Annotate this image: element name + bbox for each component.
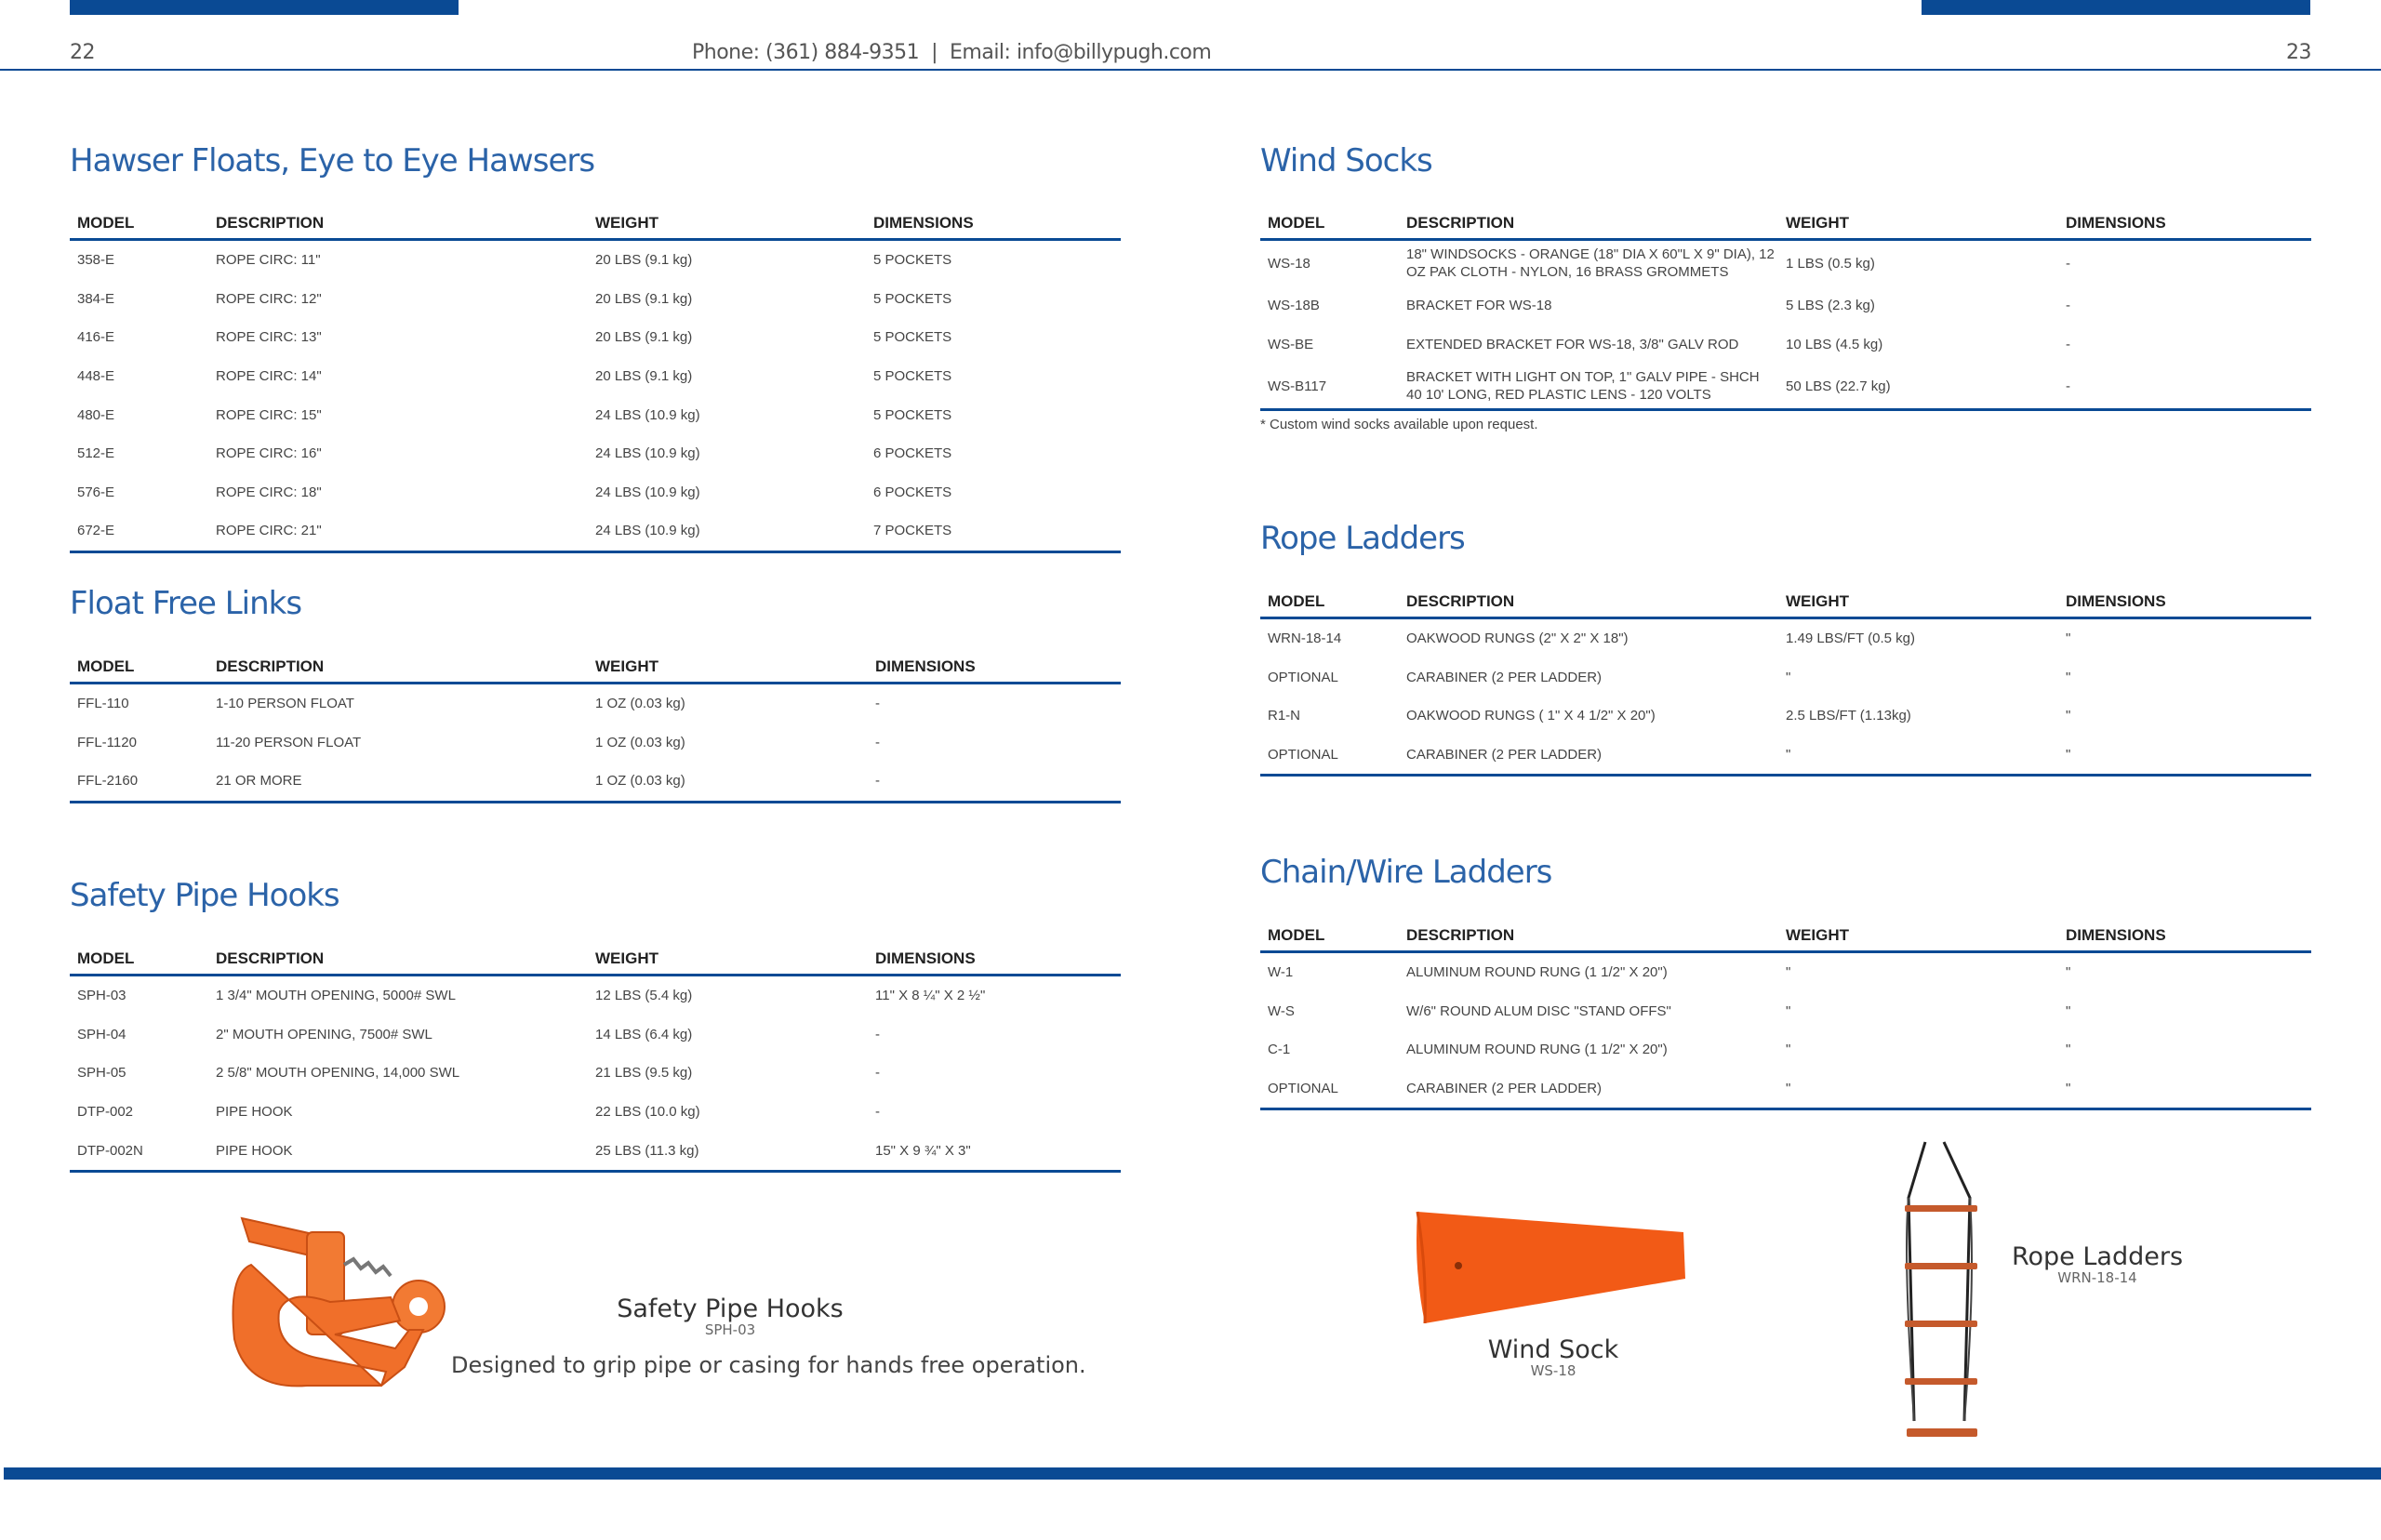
table-cell: " [2066,964,2071,981]
column-header: WEIGHT [1786,592,1849,610]
table-cell: FFL-110 [77,696,129,712]
table-cell: WS-18B [1268,297,1320,313]
wind-sock-caption [1451,1335,1656,1379]
table-cell: 24 LBS (10.9 kg) [595,445,700,462]
table-header [1260,924,2311,945]
table-row [70,473,1121,512]
column-header: DIMENSIONS [2066,926,2166,944]
table-cell: 5 POCKETS [873,329,952,346]
table-bottom-rule [1260,1108,2311,1110]
table-cell: 25 LBS (11.3 kg) [595,1142,699,1159]
table-cell: 1 LBS (0.5 kg) [1786,255,1875,272]
table-bottom-rule [1260,408,2311,411]
table-row [1260,1069,2311,1109]
table-bottom-rule [1260,774,2311,777]
column-header: DIMENSIONS [875,949,976,967]
table-cell: 1 3/4" MOUTH OPENING, 5000# SWL [216,988,456,1004]
table-row [70,318,1121,357]
table-cell: 5 POCKETS [873,406,952,423]
table-row [70,1054,1121,1093]
table-row [70,724,1121,763]
table-cell: ALUMINUM ROUND RUNG (1 1/2" X 20") [1406,964,1668,981]
table-cell: " [1786,747,1791,763]
table-cell: EXTENDED BRACKET FOR WS-18, 3/8" GALV ROD [1406,336,1739,352]
table-cell: R1-N [1268,708,1301,724]
rope-ladder-caption [1990,1242,2204,1286]
table-row [1260,953,2311,992]
table-cell: 11-20 PERSON FLOAT [216,734,362,750]
column-header: DIMENSIONS [2066,592,2166,610]
pipe-hook-caption [577,1294,884,1338]
table-cell: 21 LBS (9.5 kg) [595,1065,693,1082]
rope-ladders-table [1260,591,2311,777]
table-row [70,1093,1121,1132]
table-cell: 12 LBS (5.4 kg) [595,988,693,1004]
table-cell: SPH-04 [77,1026,126,1042]
table-cell: - [2066,378,2070,394]
table-cell: BRACKET FOR WS-18 [1406,297,1552,313]
table-cell: ROPE CIRC: 13" [216,329,322,346]
table-cell: " [2066,1002,2071,1019]
table-cell: " [1786,1081,1791,1097]
table-header [70,656,1121,676]
table-cell: SPH-03 [77,988,126,1004]
table-cell: - [875,1026,880,1042]
table-cell: WS-B117 [1268,378,1327,394]
table-row [1260,285,2311,325]
table-header [70,212,1121,232]
float-free-title: Float Free Links [70,585,302,622]
table-cell: " [1786,1042,1791,1058]
table-row [70,511,1121,551]
table-header [70,948,1121,968]
header-bar-right [1922,0,2310,15]
header-rule [0,69,2381,71]
table-cell: 358-E [77,252,115,269]
table-cell: 5 POCKETS [873,368,952,385]
table-row [1260,241,2311,285]
table-cell: 5 LBS (2.3 kg) [1786,297,1875,313]
table-cell: W/6" ROUND ALUM DISC "STAND OFFS" [1406,1002,1671,1019]
table-cell: ROPE CIRC: 16" [216,445,322,462]
table-cell: 576-E [77,484,115,500]
table-row [70,280,1121,319]
table-row [1260,992,2311,1031]
table-cell: 22 LBS (10.0 kg) [595,1104,700,1121]
column-header: DIMENSIONS [2066,214,2166,232]
table-cell: 15" X 9 ¾" X 3" [875,1142,971,1159]
pipe-hook-caption-model: SPH-03 [704,1321,756,1338]
table-cell: ROPE CIRC: 15" [216,406,322,423]
table-cell: 10 LBS (4.5 kg) [1786,336,1883,352]
column-header: WEIGHT [1786,214,1849,232]
table-cell: ROPE CIRC: 21" [216,523,322,539]
hawser-title: Hawser Floats, Eye to Eye Hawsers [70,142,595,179]
column-header: MODEL [1268,214,1325,232]
wind-sock-caption-model: WS-18 [1530,1362,1576,1379]
table-row [1260,619,2311,658]
table-cell: " [2066,708,2071,724]
table-row [70,1131,1121,1170]
column-header: WEIGHT [595,949,658,967]
table-cell: - [2066,255,2070,272]
table-cell: - [875,696,880,712]
table-cell: 2 5/8" MOUTH OPENING, 14,000 SWL [216,1065,460,1082]
pipe-hooks-table [70,948,1121,1173]
table-cell: 416-E [77,329,115,346]
table-cell: WS-18 [1268,255,1310,272]
table-cell: 11" X 8 ¼" X 2 ½" [875,988,986,1004]
table-cell: W-S [1268,1002,1295,1019]
table-cell: 5 POCKETS [873,252,952,269]
wind-sock-caption-title: Wind Sock [1487,1335,1619,1364]
table-cell: PIPE HOOK [216,1104,293,1121]
table-header [1260,591,2311,611]
column-header: DESCRIPTION [1406,926,1515,944]
table-cell: ROPE CIRC: 18" [216,484,322,500]
table-cell: SPH-05 [77,1065,126,1082]
table-cell: FFL-1120 [77,734,137,750]
table-cell: 1 OZ (0.03 kg) [595,734,685,750]
table-cell: 20 LBS (9.1 kg) [595,252,693,269]
column-header: MODEL [77,657,135,675]
table-cell: 24 LBS (10.9 kg) [595,484,700,500]
column-header: MODEL [77,949,135,967]
table-cell: 14 LBS (6.4 kg) [595,1026,693,1042]
table-cell: 480-E [77,406,115,423]
table-row [1260,364,2311,408]
table-cell: OAKWOOD RUNGS ( 1" X 4 1/2" X 20") [1406,708,1656,724]
column-header: WEIGHT [595,214,658,232]
table-row [70,434,1121,473]
table-row [1260,697,2311,736]
table-cell: ROPE CIRC: 11" [216,252,321,269]
table-row [70,1016,1121,1055]
table-cell: OPTIONAL [1268,747,1338,763]
table-cell: 1-10 PERSON FLOAT [216,696,354,712]
rope-ladders-title: Rope Ladders [1260,520,1465,557]
table-row [70,976,1121,1016]
table-row [70,762,1121,801]
table-cell: 20 LBS (9.1 kg) [595,329,693,346]
table-cell: - [875,734,880,750]
table-cell: " [2066,631,2071,647]
table-cell: 6 POCKETS [873,484,952,500]
column-header: DIMENSIONS [873,214,974,232]
table-row [70,241,1121,280]
table-cell: WS-BE [1268,336,1314,352]
table-cell: 18" WINDSOCKS - ORANGE (18" DIA X 60"L X 9" DIA), 12 OZ PAK CLOTH - NYLON, 16 BRASS GROMMETS [1406,246,1775,280]
column-header: WEIGHT [1786,926,1849,944]
table-cell: " [2066,669,2071,685]
table-cell: 7 POCKETS [873,523,952,539]
table-cell: OPTIONAL [1268,1081,1338,1097]
table-cell: - [2066,297,2070,313]
wind-sock-image [1414,1204,1693,1325]
column-header: DESCRIPTION [216,657,325,675]
table-cell: - [875,1104,880,1121]
column-header: MODEL [77,214,135,232]
table-cell: 20 LBS (9.1 kg) [595,290,693,307]
table-cell: " [1786,669,1791,685]
table-cell: ROPE CIRC: 12" [216,290,322,307]
table-row [1260,736,2311,775]
column-header: WEIGHT [595,657,658,675]
table-header [1260,212,2311,232]
table-cell: 1.49 LBS/FT (0.5 kg) [1786,631,1915,647]
table-cell: 512-E [77,445,115,462]
hawser-table [70,212,1121,553]
table-cell: CARABINER (2 PER LADDER) [1406,1081,1603,1097]
table-cell: 21 OR MORE [216,773,302,790]
table-cell: 24 LBS (10.9 kg) [595,523,700,539]
table-cell: PIPE HOOK [216,1142,293,1159]
table-cell: 50 LBS (22.7 kg) [1786,378,1891,394]
table-cell: 24 LBS (10.9 kg) [595,406,700,423]
table-cell: ROPE CIRC: 14" [216,368,322,385]
table-cell: WRN-18-14 [1268,631,1342,647]
pipe-hook-image [223,1209,456,1395]
column-header: DESCRIPTION [216,949,325,967]
float-free-table [70,656,1121,803]
table-cell: - [875,773,880,790]
table-bottom-rule [70,801,1121,803]
table-row [1260,1030,2311,1069]
wind-socks-title: Wind Socks [1260,142,1432,179]
wind-socks-table [1260,212,2311,411]
table-row [70,395,1121,434]
table-cell: 2.5 LBS/FT (1.13kg) [1786,708,1911,724]
table-cell: OPTIONAL [1268,669,1338,685]
chain-ladders-title: Chain/Wire Ladders [1260,854,1552,891]
table-cell: - [2066,336,2070,352]
wind-socks-note: * Custom wind socks available upon request. [1260,417,1538,432]
table-cell: " [2066,1042,2071,1058]
column-header: MODEL [1268,926,1325,944]
table-bottom-rule [70,1170,1121,1173]
table-cell: " [1786,964,1791,981]
chain-ladders-table [1260,924,2311,1110]
table-cell: ALUMINUM ROUND RUNG (1 1/2" X 20") [1406,1042,1668,1058]
table-cell: FFL-2160 [77,773,139,790]
column-header: DIMENSIONS [875,657,976,675]
pipe-hook-caption-desc: Designed to grip pipe or casing for hands free operation. [451,1352,1086,1378]
table-cell: CARABINER (2 PER LADDER) [1406,747,1603,763]
table-cell: 1 OZ (0.03 kg) [595,696,685,712]
table-cell: CARABINER (2 PER LADDER) [1406,669,1603,685]
table-cell: 672-E [77,523,115,539]
table-cell: C-1 [1268,1042,1291,1058]
column-header: DESCRIPTION [1406,592,1515,610]
column-header: DESCRIPTION [1406,214,1515,232]
table-row [70,684,1121,724]
table-cell: 384-E [77,290,115,307]
table-cell: " [2066,747,2071,763]
table-cell: DTP-002 [77,1104,134,1121]
header-contact: Phone: (361) 884-9351 | Email: info@billypugh.com [692,41,1212,64]
table-row [1260,658,2311,697]
rope-ladder-caption-title: Rope Ladders [2011,1242,2184,1271]
table-cell: BRACKET WITH LIGHT ON TOP, 1" GALV PIPE - SHCH 40 10' LONG, RED PLASTIC LENS - 120 VOLTS [1406,369,1760,403]
table-cell: 1 OZ (0.03 kg) [595,773,685,790]
footer-bar [4,1467,2381,1480]
pipe-hooks-title: Safety Pipe Hooks [70,877,339,914]
table-cell: 20 LBS (9.1 kg) [595,368,693,385]
table-row [1260,325,2311,364]
table-row [70,357,1121,396]
column-header: MODEL [1268,592,1325,610]
table-cell: 6 POCKETS [873,445,952,462]
table-cell: 448-E [77,368,115,385]
table-bottom-rule [70,551,1121,553]
table-cell: 5 POCKETS [873,290,952,307]
table-cell: " [1786,1002,1791,1019]
table-cell: DTP-002N [77,1142,143,1159]
page-number-left: 22 [70,41,95,64]
table-cell: - [875,1065,880,1082]
table-cell: W-1 [1268,964,1294,981]
header-bar-left [70,0,459,15]
table-cell: OAKWOOD RUNGS (2" X 2" X 18") [1406,631,1629,647]
table-cell: 2" MOUTH OPENING, 7500# SWL [216,1026,432,1042]
rope-ladder-caption-model: WRN-18-14 [2057,1269,2137,1286]
column-header: DESCRIPTION [216,214,325,232]
rope-ladder-image [1897,1142,1990,1449]
page-number-right: 23 [2286,41,2311,64]
table-cell: " [2066,1081,2071,1097]
pipe-hook-caption-title: Safety Pipe Hooks [617,1294,844,1323]
